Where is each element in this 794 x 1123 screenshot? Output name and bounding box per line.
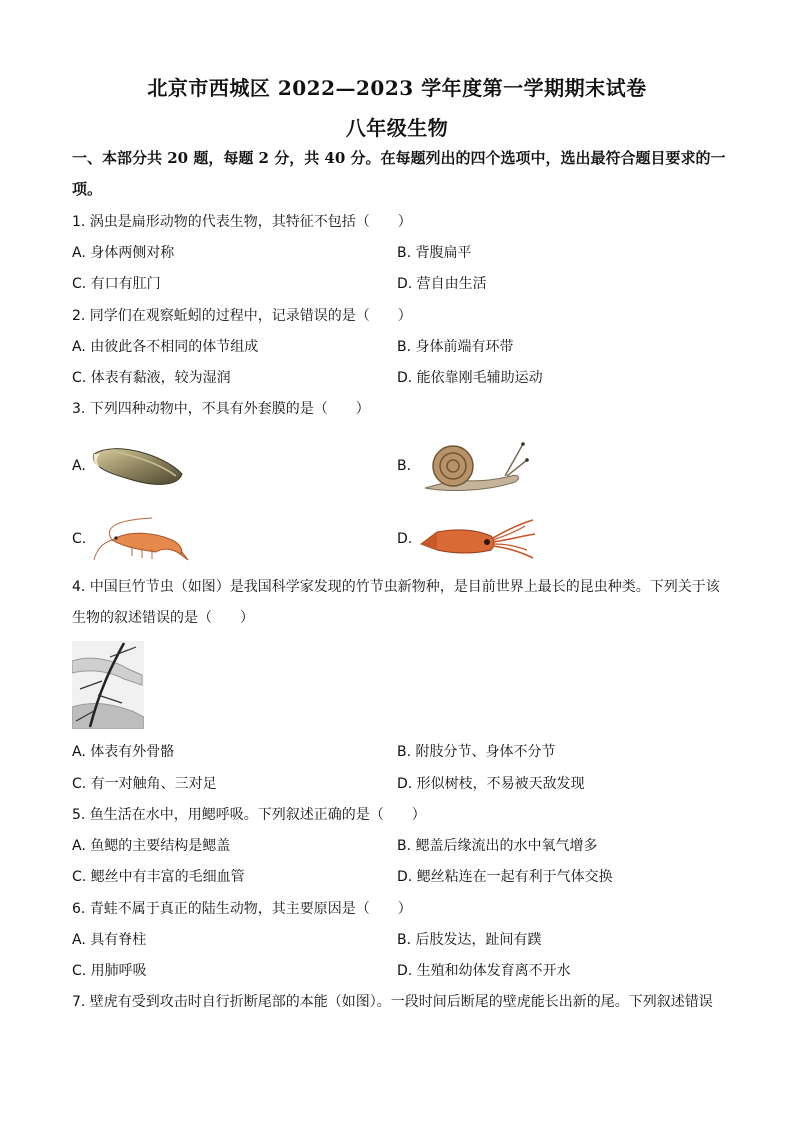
question-3-option-b: B. <box>397 458 412 474</box>
question-1-stem: 1. 涡虫是扁形动物的代表生物，其特征不包括（ ） <box>72 214 412 230</box>
question-4-stem: 4. 中国巨竹节虫（如图）是我国科学家发现的竹节虫新物种，是目前世界上最长的昆虫种类。下列关于该生物的叙述错误的是（ ） <box>72 579 720 626</box>
question-6-option-c: C. 用肺呼吸 <box>72 963 147 979</box>
question-2-option-a: A. 由彼此各不相同的体节组成 <box>72 339 259 355</box>
question-3-option-a: A. <box>72 458 86 474</box>
exam-title: 北京市西城区 2022—2023 学年度第一学期期末试卷 <box>147 76 647 100</box>
question-6-stem: 6. 青蛙不属于真正的陆生动物，其主要原因是（ ） <box>72 901 412 917</box>
question-4-option-a: A. 体表有外骨骼 <box>72 744 175 760</box>
question-5-stem: 5. 鱼生活在水中，用鳃呼吸。下列叙述正确的是（ ） <box>72 807 426 823</box>
question-2-option-c: C. 体表有黏液，较为湿润 <box>72 370 231 386</box>
question-3-option-c: C. <box>72 531 87 547</box>
stick-insect-image <box>72 641 144 729</box>
razor-clam-image <box>86 438 186 494</box>
shrimp-image <box>92 514 192 564</box>
squid-image <box>415 510 537 566</box>
question-2-option-b: B. 身体前端有环带 <box>397 339 514 355</box>
question-1-option-c: C. 有口有肛门 <box>72 276 161 292</box>
question-4-option-b: B. 附肢分节、身体不分节 <box>397 744 556 760</box>
question-3-stem: 3. 下列四种动物中，不具有外套膜的是（ ） <box>72 401 370 417</box>
question-5-option-a: A. 鱼鳃的主要结构是鳃盖 <box>72 838 231 854</box>
question-2-stem: 2. 同学们在观察蚯蚓的过程中，记录错误的是（ ） <box>72 308 412 324</box>
question-3-option-d: D. <box>397 531 413 547</box>
question-1-option-a: A. 身体两侧对称 <box>72 245 175 261</box>
exam-subtitle: 八年级生物 <box>345 116 449 140</box>
question-6-option-d: D. 生殖和幼体发育离不开水 <box>397 963 571 979</box>
question-6-option-a: A. 具有脊柱 <box>72 932 147 948</box>
question-2-option-d: D. 能依靠刚毛辅助运动 <box>397 370 543 386</box>
question-4-option-d: D. 形似树枝，不易被天敌发现 <box>397 776 585 792</box>
question-7-stem: 7. 壁虎有受到攻击时自行折断尾部的本能（如图）。一段时间后断尾的壁虎能长出新的尾。下列叙述错误 <box>72 994 713 1010</box>
question-5-option-c: C. 鳃丝中有丰富的毛细血管 <box>72 869 245 885</box>
question-6-option-b: B. 后肢发达，趾间有蹼 <box>397 932 542 948</box>
question-1-option-d: D. 营自由生活 <box>397 276 487 292</box>
question-1-option-b: B. 背腹扁平 <box>397 245 472 261</box>
question-5-option-b: B. 鳃盖后缘流出的水中氧气增多 <box>397 838 598 854</box>
question-4-option-c: C. 有一对触角、三对足 <box>72 776 217 792</box>
snail-image <box>415 436 529 498</box>
section-heading: 一、本部分共 20 题，每题 2 分，共 40 分。在每题列出的四个选项中，选出最符合题目要求的一项。 <box>72 149 726 198</box>
question-5-option-d: D. 鳃丝粘连在一起有利于气体交换 <box>397 869 613 885</box>
